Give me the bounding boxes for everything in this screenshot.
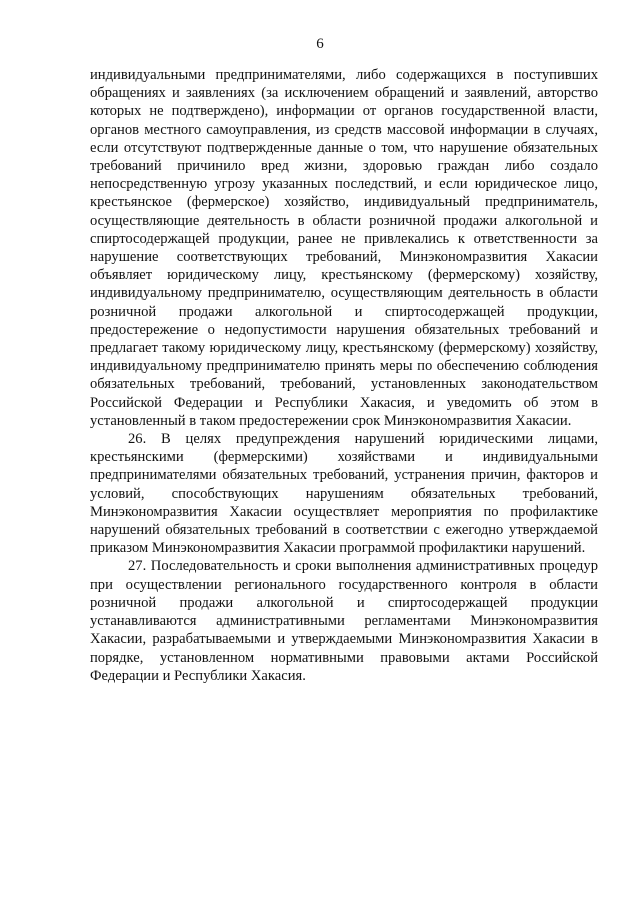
paragraph-27: 27. Последовательность и сроки выполнения административных процедур при осуществлении регионального государственного контроля в области розничной продажи алкогольной и спиртосодержащей продукции устанавливаются административными регламентами Минэкономразвития Хакасии, разрабатываемыми и утверждаемыми Минэкономразвития Хакасии в порядке, установленном нормативными правовыми актами Российской Федерации и Республики Хакасия. (90, 558, 598, 684)
page-number: 6 (316, 36, 324, 52)
document-body (90, 66, 598, 685)
paragraph-continuation: индивидуальными предпринимателями, либо содержащихся в поступивших обращениях и заявлениях (за исключением обращений и заявлений, авторство которых не подтверждено), информации от органов государственной власти, органов местного самоуправления, из средств массовой информации в случаях, если отсутствуют подтвержденные данные о том, что нарушение обязательных требований причинило вред жизни, здоровью граждан либо создало непосредственную угрозу указанных последствий, и если юридическое лицо, крестьянское (фермерское) хозяйство, индивидуальный предприниматель, осуществляющие деятельность в области розничной продажи алкогольной и спиртосодержащей продукции, ранее не привлекались к ответственности за нарушение соответствующих требований, Минэкономразвития Хакасии объявляет юридическому лицу, крестьянскому (фермерскому) хозяйству, индивидуальному предпринимателю, осуществляющим деятельность в области розничной продажи алкогольной и спиртосодержащей продукции, предостережение о недопустимости нарушения обязательных требований и предлагает такому юридическому лицу, крестьянскому (фермерскому) хозяйству, индивидуальному предпринимателю принять меры по обеспечению соблюдения обязательных требований, требований, установленных законодательством Российской Федерации и Республики Хакасия, и уведомить об этом в установленный в таком предостережении срок Минэкономразвития Хакасии. (90, 67, 598, 429)
paragraph-26: 26. В целях предупреждения нарушений юридическими лицами, крестьянскими (фермерскими) хозяйствами и индивидуальными предпринимателями обязательных требований, устранения причин, факторов и условий, способствующих нарушениям обязательных требований, Минэкономразвития Хакасии осуществляет мероприятия по профилактике нарушений обязательных требований в соответствии с ежегодно утверждаемой приказом Минэкономразвития Хакасии программой профилактики нарушений. (90, 431, 598, 557)
